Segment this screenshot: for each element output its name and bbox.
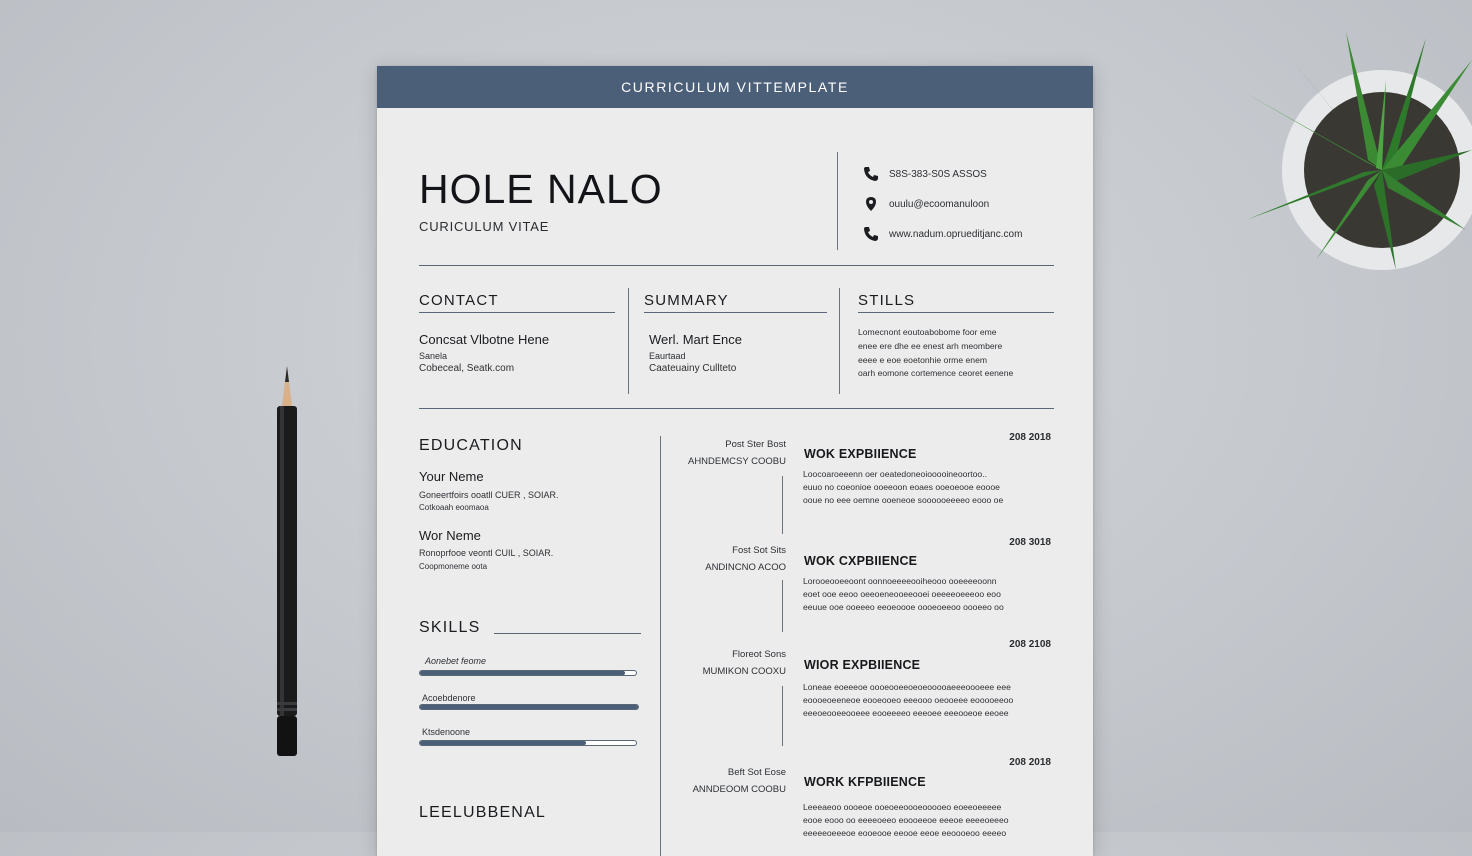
job-title: WOK CXPBIIENCE	[804, 554, 918, 568]
skill-bar	[419, 740, 637, 746]
skills-underline	[494, 633, 641, 634]
skill-bar-fill	[420, 671, 625, 675]
education-title: EDUCATION	[419, 437, 523, 454]
column-divider	[839, 288, 840, 394]
skill-bar-fill	[420, 741, 586, 745]
job-description-line: eeeeeoeeeoe eooeooe eeooe eeoe eeoooeoo eeeeo	[803, 828, 1007, 838]
timeline-left	[667, 646, 786, 680]
timeline-location: Fost Sot Sits	[732, 545, 786, 556]
job-description-line: Loneae eoeeeoe oooeooeeoeoeooooaeeeoooeee eee	[803, 682, 1011, 692]
column-divider	[660, 436, 661, 856]
section-divider	[419, 408, 1054, 409]
job-description-line: eeuue ooe ooeeeo eeoeoooe oooeoeeoo oooeeo oo	[803, 602, 1004, 612]
timeline-left	[667, 764, 786, 798]
job-year: 208 2018	[1009, 432, 1051, 443]
contact-info-text: www.nadum.oprueditjanc.com	[889, 228, 1023, 240]
timeline-company: MUMIKON COOXU	[702, 666, 786, 677]
education-entry-line: Ronoprfooe veontl CUIL , SOIAR.	[419, 548, 554, 558]
contact-phone	[863, 166, 987, 182]
phone-icon	[863, 226, 879, 242]
stills-underline	[858, 312, 1054, 313]
summary-title: SUMMARY	[644, 292, 729, 309]
footer-section-title: LEELUBBENAL	[419, 804, 547, 821]
skill-bar-fill	[420, 705, 638, 709]
job-description-line: euuo no coeonioe ooeeoon eoaes ooeoeooe eoooe	[803, 482, 1000, 492]
timeline-company: ANDINCNO ACOO	[705, 562, 786, 573]
cv-subtitle: CURICULUM VITAE	[419, 219, 550, 234]
summary-line: Caateuainy Cullteto	[649, 363, 737, 374]
contact-info-text: ouulu@ecoomanuloon	[889, 198, 990, 210]
pencil-decoration	[276, 366, 298, 758]
timeline-location: Beft Sot Eose	[727, 767, 786, 778]
contact-website	[863, 226, 1022, 242]
timeline-company: AHNDEMCSY COOBU	[687, 456, 786, 467]
column-divider	[628, 288, 629, 394]
job-year: 208 3018	[1009, 537, 1051, 548]
summary-underline	[644, 312, 827, 313]
timeline-location: Post Ster Bost	[725, 439, 786, 450]
job-description-line: Leeeaeoo oooeoe ooeoeeoooeooooeo eoeeoeeeee	[803, 802, 1002, 812]
skill-bar	[419, 704, 639, 710]
timeline-connector	[782, 686, 783, 746]
location-pin-icon	[863, 196, 879, 212]
job-title: WOK EXPBIIENCE	[804, 447, 917, 461]
stills-line: eeee e eoe eoetonhie orme enem	[858, 355, 988, 365]
skill-label: Aonebet feome	[425, 656, 487, 666]
contact-heading: Concsat Vlbotne Hene	[419, 332, 550, 347]
candidate-name: HOLE NALO	[419, 166, 663, 212]
timeline-location: Floreot Sons	[732, 649, 786, 660]
job-year: 208 2018	[1009, 757, 1051, 768]
stills-title: STILLS	[858, 292, 916, 309]
education-entry-line: Coopmoneme oota	[419, 562, 488, 571]
job-title: WORK KFPBIIENCE	[804, 775, 926, 789]
education-entry-name: Wor Neme	[419, 528, 481, 543]
cv-paper	[377, 66, 1093, 856]
contact-title: CONTACT	[419, 292, 499, 309]
skill-bar	[419, 670, 637, 676]
stills-line: Lomecnont eoutoabobome foor eme	[858, 327, 997, 337]
summary-heading: Werl. Mart Ence	[649, 332, 742, 347]
potted-plant-decoration	[1236, 20, 1472, 280]
job-description-line: eoet ooe eeoo oeeoeneooeeooei oeeeeoeeeoo eoo	[803, 589, 1001, 599]
timeline-connector	[782, 476, 783, 534]
section-divider	[419, 265, 1054, 266]
job-description-line: Lorooeooeeoont oonnoeeeeooiheooo ooeeeeoonn	[803, 576, 997, 586]
phone-icon	[863, 166, 879, 182]
contact-info-text: S8S-383-S0S ASSOS	[889, 168, 987, 180]
education-entry-name: Your Neme	[419, 469, 484, 484]
stills-line: oarh eomone cortemence ceoret eenene	[858, 368, 1014, 378]
job-title: WIOR EXPBIIENCE	[804, 658, 921, 672]
header-divider	[837, 152, 838, 250]
education-entry-line: Goneertfoirs ooatll CUER , SOIAR.	[419, 490, 559, 500]
contact-line: Sanela	[419, 351, 448, 361]
summary-line: Eaurtaad	[649, 351, 686, 361]
job-description-line: Loocoaroeeenn oer oeatedoneoiooooineoortoo..	[803, 469, 987, 479]
job-description-line: eoooeoeeneoe eooeooeo eeeooo oeooeee eooooeeoo	[803, 695, 1014, 705]
education-entry-line: Cotkoaah eoomaoa	[419, 503, 489, 512]
timeline-connector	[782, 580, 783, 632]
timeline-left	[667, 542, 786, 576]
timeline-left	[667, 436, 786, 470]
job-description-line: eeeoeooeeooeee eooeeeeo eeeoee eeeooeoe eeoee	[803, 708, 1009, 718]
stills-line: enee ere dhe ee enest arh meombere	[858, 341, 1003, 351]
timeline-company: ANNDEOOM COOBU	[692, 784, 786, 795]
contact-line: Cobeceal, Seatk.com	[419, 363, 515, 374]
contact-underline	[419, 312, 615, 313]
job-description-line: ooue no eee oemne ooeneoe soooooeeeeo eooo oe	[803, 495, 1004, 505]
job-description-line: eooe eooo oo eeeeoeeo eoooeeoe eeeoe eeeeoeeeo	[803, 815, 1009, 825]
contact-email	[863, 196, 989, 212]
skill-label: Acoebdenore	[422, 693, 476, 703]
skill-label: Ktsdenoone	[422, 727, 471, 737]
banner-title: CURRICULUM VITTEMPLATE	[621, 79, 849, 95]
skills-title: SKILLS	[419, 619, 481, 636]
job-year: 208 2108	[1009, 639, 1051, 650]
banner	[377, 66, 1093, 108]
